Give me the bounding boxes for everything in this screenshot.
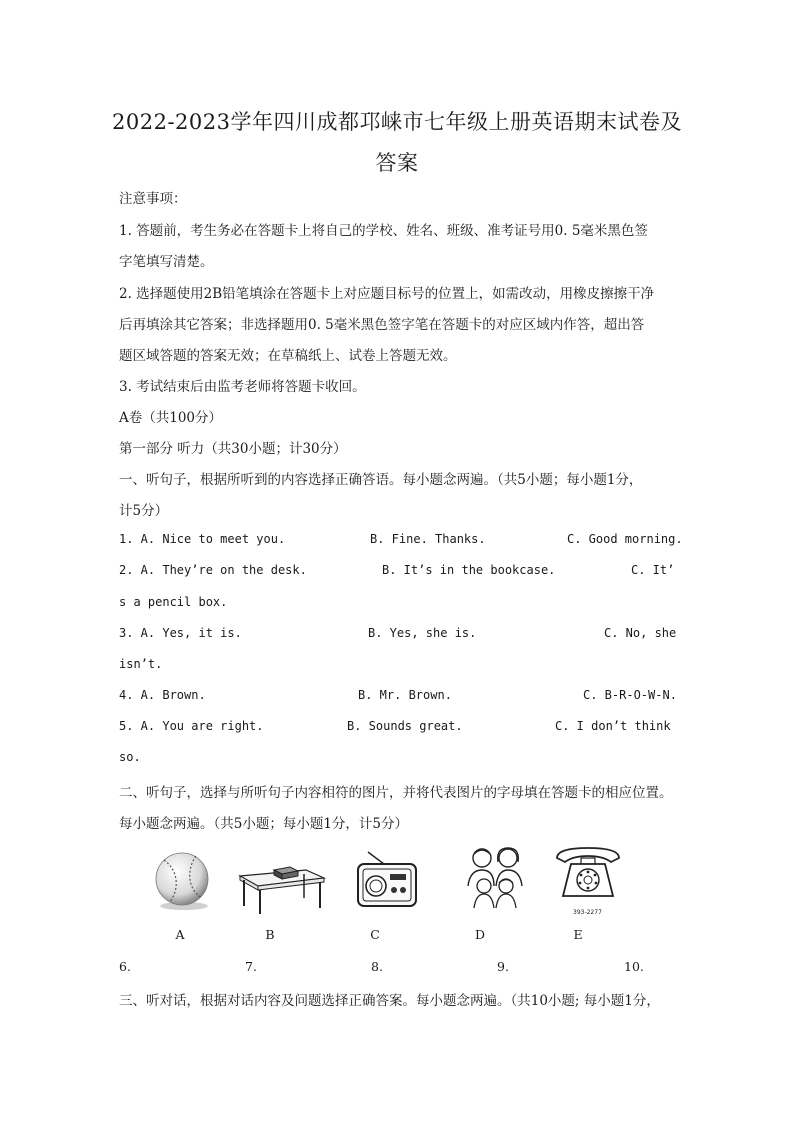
- baseball-icon: [150, 848, 214, 912]
- q1-option-a: 1. A. Nice to meet you.: [119, 532, 286, 546]
- picture-label-c: C: [370, 927, 380, 942]
- notice-item-3: 3. 考试结束后由监考老师将答题卡收回。: [119, 379, 366, 395]
- q3-option-c-continued: isn’t.: [119, 657, 163, 671]
- family-icon: [464, 846, 526, 912]
- q3-option-b: B. Yes, she is.: [368, 626, 477, 640]
- notice-item-1-line-2: 字笔填写清楚。: [119, 254, 214, 270]
- title-line-1: 2022-2023学年四川成都邛崃市七年级上册英语期末试卷及: [112, 110, 682, 134]
- q5-option-b: B. Sounds great.: [347, 719, 463, 733]
- q2-option-c: C. It’: [631, 563, 675, 577]
- section-1-heading-line-2: 计5分）: [119, 503, 169, 519]
- q3-option-c: C. No, she: [604, 626, 677, 640]
- notice-heading: 注意事项：: [119, 191, 187, 207]
- radio-icon: [354, 850, 420, 910]
- picture-label-b: B: [265, 927, 275, 942]
- section-1-heading-line-1: 一、听句子，根据所听到的内容选择正确答语。每小题念两遍。（共5小题；每小题1分，: [119, 472, 643, 488]
- notice-item-1-line-1: 1. 答题前，考生务必在答题卡上将自己的学校、姓名、班级、准考证号用0. 5毫米黑色签: [119, 223, 648, 239]
- q3-option-a: 3. A. Yes, it is.: [119, 626, 242, 640]
- q2-option-b: B. It’s in the bookcase.: [382, 563, 556, 577]
- q4-option-b: B. Mr. Brown.: [358, 688, 452, 702]
- answer-number-6: 6.: [119, 959, 131, 974]
- picture-label-e: E: [573, 927, 583, 942]
- notice-item-2-line-2: 后再填涂其它答案；非选择题用0. 5毫米黑色签字笔在答题卡的对应区域内作答，超出答: [119, 317, 645, 333]
- q1-option-c: C. Good morning.: [567, 532, 683, 546]
- section-3-heading: 三、听对话，根据对话内容及问题选择正确答案。每小题念两遍。（共10小题; 每小题1分，: [119, 993, 660, 1009]
- answer-number-8: 8.: [371, 959, 383, 974]
- telephone-icon: [551, 844, 625, 908]
- answer-number-7: 7.: [245, 959, 257, 974]
- notice-item-2-line-1: 2. 选择题使用2B铅笔填涂在答题卡上对应题目标号的位置上，如需改动，用橡皮擦擦干净: [119, 286, 655, 302]
- q1-option-b: B. Fine. Thanks.: [370, 532, 486, 546]
- picture-label-d: D: [474, 927, 486, 942]
- picture-label-a: A: [175, 927, 185, 942]
- q5-option-a: 5. A. You are right.: [119, 719, 264, 733]
- phone-number-caption: 393-2277: [573, 909, 602, 916]
- q5-option-c: C. I don’t think: [555, 719, 671, 733]
- q4-option-a: 4. A. Brown.: [119, 688, 206, 702]
- answer-number-9: 9.: [497, 959, 509, 974]
- answer-number-10: 10.: [624, 959, 644, 974]
- title-line-2: 答案: [375, 151, 419, 175]
- q2-option-a: 2. A. They’re on the desk.: [119, 563, 307, 577]
- section-2-heading-line-2: 每小题念两遍。（共5小题；每小题1分，计5分）: [119, 816, 409, 832]
- section-2-heading-line-1: 二、听句子，选择与所听句子内容相符的图片，并将代表图片的字母填在答题卡的相应位置。: [119, 785, 673, 801]
- desk-with-box-icon: [236, 858, 328, 916]
- part-1-heading: 第一部分 听力（共30小题；计30分）: [119, 441, 347, 457]
- notice-item-2-line-3: 题区域答题的答案无效；在草稿纸上、试卷上答题无效。: [119, 348, 457, 364]
- q2-option-c-continued: s a pencil box.: [119, 595, 228, 609]
- section-a-heading: A卷（共100分）: [119, 410, 223, 426]
- q5-option-c-continued: so.: [119, 750, 141, 764]
- q4-option-c: C. B-R-O-W-N.: [583, 688, 677, 702]
